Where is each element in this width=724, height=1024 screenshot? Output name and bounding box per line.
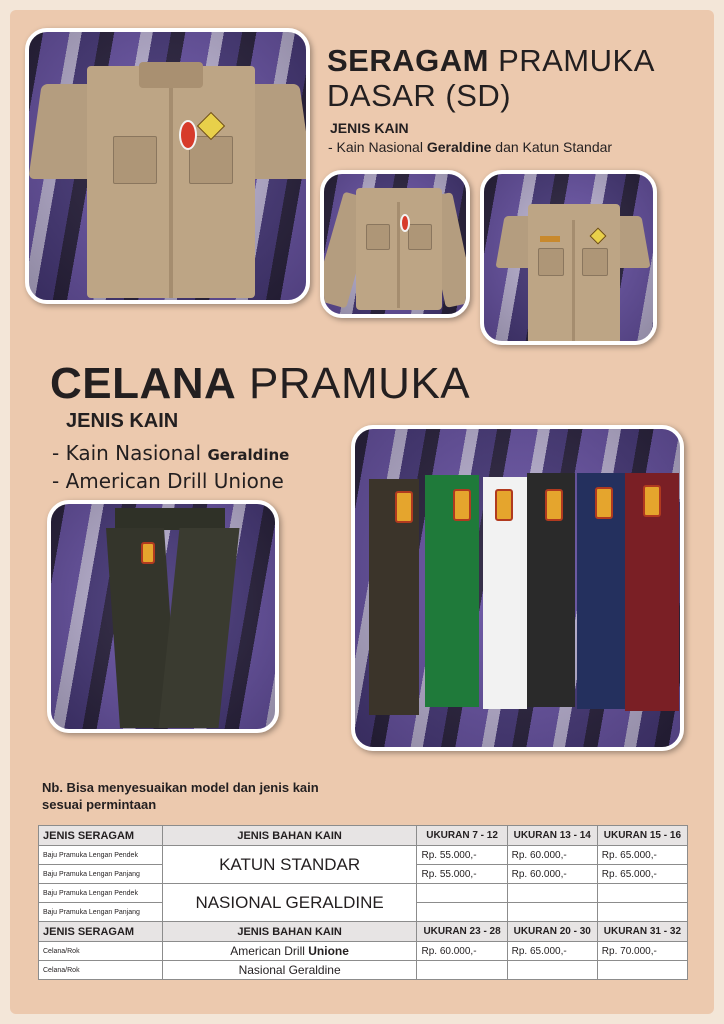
product-tag-icon: [141, 542, 155, 564]
price-cell: [597, 961, 687, 980]
table-row: [39, 961, 688, 980]
price-cell: [507, 884, 597, 903]
shirt-left-pocket: [366, 224, 390, 250]
table-header-row: [39, 922, 688, 942]
photo-pants-single: [47, 500, 279, 733]
product-tag-icon: [495, 489, 513, 521]
price-cell: Rp. 65.000,-: [597, 846, 687, 865]
price-cell: [507, 961, 597, 980]
fabric-cell: NASIONAL GERALDINE: [162, 884, 417, 922]
column-header: JENIS SERAGAM: [39, 826, 163, 846]
item-cell: Baju Pramuka Lengan Pendek: [39, 884, 163, 903]
price-cell: [507, 903, 597, 922]
table-header-row: [39, 826, 688, 846]
column-header: UKURAN 20 - 30: [507, 922, 597, 942]
table-row: [39, 942, 688, 961]
item-cell: Celana/Rok: [39, 961, 163, 980]
fabric-cell: KATUN STANDAR: [162, 846, 417, 884]
column-header: JENIS SERAGAM: [39, 922, 163, 942]
pants-fabric-item: - American Drill Unione: [52, 469, 284, 493]
shirt-collar: [139, 62, 203, 88]
name-tag-icon: [540, 236, 560, 242]
fabric-cell: Nasional Geraldine: [162, 961, 417, 980]
price-cell: Rp. 55.000,-: [417, 846, 507, 865]
price-cell: [597, 903, 687, 922]
custom-order-note: Nb. Bisa menyesuaikan model dan jenis kain sesuai permintaan: [42, 780, 319, 812]
price-cell: [417, 961, 507, 980]
price-cell: Rp. 60.000,-: [507, 846, 597, 865]
pants-fabric-item: - Kain Nasional Geraldine: [52, 441, 290, 465]
price-table: [38, 825, 688, 980]
item-cell: Baju Pramuka Lengan Panjang: [39, 865, 163, 884]
brand-label-icon: [400, 214, 410, 232]
product-tag-icon: [595, 487, 613, 519]
item-cell: Celana/Rok: [39, 942, 163, 961]
shirt-placket: [397, 202, 400, 308]
shirt-right-pocket: [582, 248, 608, 276]
fabric-cell: American Drill Unione: [162, 942, 417, 961]
brand-label-icon: [179, 120, 197, 150]
price-cell: [417, 884, 507, 903]
column-header: JENIS BAHAN KAIN: [162, 922, 417, 942]
shirt-fabric-item: - Kain Nasional Geraldine dan Katun Standar: [328, 139, 613, 155]
price-cell: [417, 903, 507, 922]
product-tag-icon: [395, 491, 413, 523]
shirt-fabric-heading: JENIS KAIN: [330, 120, 409, 136]
item-cell: Baju Pramuka Lengan Pendek: [39, 846, 163, 865]
photo-shirt-short-sleeve-small: [480, 170, 657, 345]
shirt-right-pocket: [189, 136, 233, 184]
price-cell: Rp. 55.000,-: [417, 865, 507, 884]
pants-waist: [115, 508, 225, 530]
price-cell: Rp. 70.000,-: [597, 942, 687, 961]
shirt-placket: [169, 88, 173, 298]
item-cell: Baju Pramuka Lengan Panjang: [39, 903, 163, 922]
photo-pants-colors: [351, 425, 684, 751]
price-cell: Rp. 65.000,-: [597, 865, 687, 884]
product-tag-icon: [545, 489, 563, 521]
price-cell: Rp. 60.000,-: [507, 865, 597, 884]
price-cell: Rp. 65.000,-: [507, 942, 597, 961]
column-header: UKURAN 7 - 12: [417, 826, 507, 846]
pants-section-title: CELANA PRAMUKA: [50, 359, 471, 408]
pants-fabric-heading: JENIS KAIN: [66, 410, 179, 432]
table-row: [39, 846, 688, 865]
table-row: [39, 884, 688, 903]
price-cell: Rp. 60.000,-: [417, 942, 507, 961]
product-tag-icon: [453, 489, 471, 521]
column-header: UKURAN 15 - 16: [597, 826, 687, 846]
column-header: JENIS BAHAN KAIN: [162, 826, 417, 846]
shirt-right-pocket: [408, 224, 432, 250]
pants-fabric-list: [52, 440, 289, 494]
photo-shirt-long-sleeve: [320, 170, 470, 318]
shirt-placket: [572, 220, 575, 344]
price-cell: [597, 884, 687, 903]
shirt-left-pocket: [113, 136, 157, 184]
shirt-left-pocket: [538, 248, 564, 276]
column-header: UKURAN 23 - 28: [417, 922, 507, 942]
product-tag-icon: [643, 485, 661, 517]
photo-shirt-short-sleeve: [25, 28, 310, 304]
shirt-section-title: SERAGAM PRAMUKA DASAR (SD): [327, 43, 655, 113]
column-header: UKURAN 31 - 32: [597, 922, 687, 942]
column-header: UKURAN 13 - 14: [507, 826, 597, 846]
